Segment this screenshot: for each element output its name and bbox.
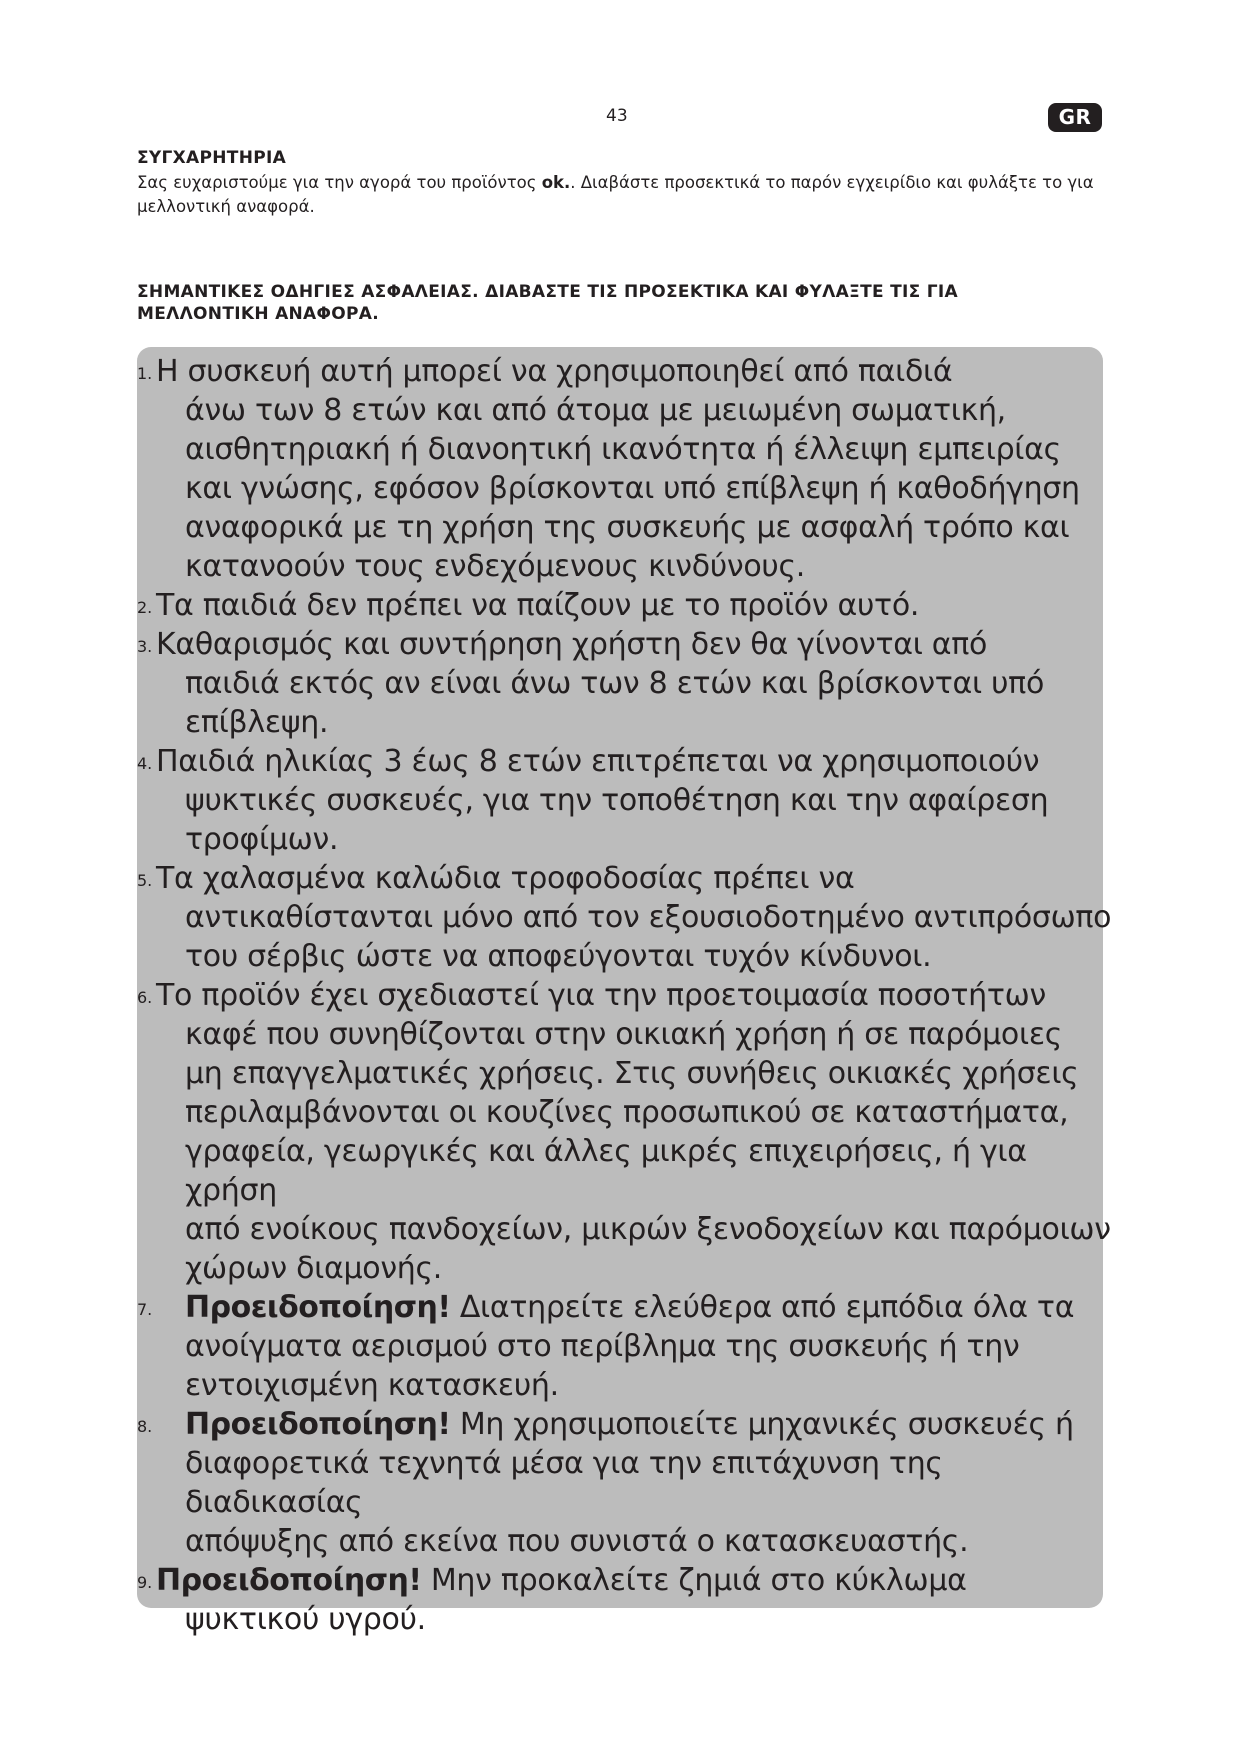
- safety-item-5: [137, 859, 1112, 976]
- item-first-line: [185, 1405, 1112, 1444]
- item-line: κατανοούν τους ενδεχόμενους κινδύνους.: [185, 549, 805, 584]
- item-line: αναφορικά με τη χρήση της συσκευής με ασφαλή τρόπο και: [185, 510, 1070, 545]
- item-number: 2.: [137, 598, 153, 617]
- item-line: και γνώσης, εφόσον βρίσκονται υπό επίβλεψη ή καθοδήγηση: [185, 471, 1080, 506]
- item-line: τροφίμων.: [185, 822, 339, 857]
- item-first-line: Το προϊόν έχει σχεδιαστεί για την προετοιμασία ποσοτήτων: [156, 978, 1046, 1013]
- warning-label: Προειδοποίηση!: [185, 1290, 451, 1325]
- safety-item-4: [137, 742, 1112, 859]
- item-line: ψυκτικές συσκευές, για την τοποθέτηση και την αφαίρεση: [185, 783, 1049, 818]
- item-line: απόψυξης από εκείνα που συνιστά ο κατασκευαστής.: [185, 1524, 969, 1559]
- item-first-line: Η συσκευή αυτή μπορεί να χρησιμοποιηθεί από παιδιά: [156, 354, 953, 389]
- intro-title: ΣΥΓΧΑΡΗΤΗΡΙΑ: [137, 148, 287, 168]
- item-first-text: Μην προκαλείτε ζημιά στο κύκλωμα: [421, 1563, 967, 1598]
- safety-item-7: [137, 1288, 1112, 1405]
- safety-item-8: [137, 1405, 1112, 1561]
- item-first-line: Τα παιδιά δεν πρέπει να παίζουν με το προϊόν αυτό.: [156, 588, 920, 623]
- item-line: αισθητηριακή ή διανοητική ικανότητα ή έλλειψη εμπειρίας: [185, 432, 1061, 467]
- item-line: διαφορετικά τεχνητά μέσα για την επιτάχυνση της διαδικασίας: [185, 1446, 943, 1520]
- safety-item-3: [137, 625, 1112, 742]
- intro-section: [137, 148, 1112, 219]
- item-line: επίβλεψη.: [185, 705, 329, 740]
- item-first-line: [185, 1288, 1112, 1327]
- item-first-text: Μη χρησιμοποιείτε μηχανικές συσκευές ή: [450, 1407, 1074, 1442]
- item-line: εντοιχισμένη κατασκευή.: [185, 1368, 559, 1403]
- item-line: αντικαθίστανται μόνο από τον εξουσιοδοτημένο αντιπρόσωπο: [185, 900, 1112, 935]
- item-line: καφέ που συνηθίζονται στην οικιακή χρήση ή σε παρόμοιες: [185, 1017, 1063, 1052]
- item-line: παιδιά εκτός αν είναι άνω των 8 ετών και βρίσκονται υπό: [185, 666, 1044, 701]
- safety-list: [137, 352, 1112, 1639]
- safety-item-1: [137, 352, 1112, 586]
- item-line: από ενοίκους πανδοχείων, μικρών ξενοδοχείων και παρόμοιων: [185, 1212, 1111, 1247]
- page-number: 43: [606, 106, 628, 126]
- intro-text-before: Σας ευχαριστούμε για την αγορά του προϊόντος: [137, 173, 542, 192]
- brand-name: ok.: [541, 173, 571, 192]
- item-first-line: Καθαρισμός και συντήρηση χρήστη δεν θα γίνονται από: [156, 627, 988, 662]
- item-number: 9.: [137, 1573, 153, 1592]
- safety-item-9: [137, 1561, 1112, 1639]
- item-line: περιλαμβάνονται οι κουζίνες προσωπικού σε καταστήματα,: [185, 1095, 1069, 1130]
- item-line: του σέρβις ώστε να αποφεύγονται τυχόν κίνδυνοι.: [185, 939, 932, 974]
- warning-label: Προειδοποίηση!: [156, 1563, 422, 1598]
- item-number: 3.: [137, 637, 153, 656]
- item-line: γραφεία, γεωργικές και άλλες μικρές επιχειρήσεις, ή για χρήση: [185, 1134, 1027, 1208]
- intro-text: [137, 171, 1112, 219]
- safety-item-6: [137, 976, 1112, 1288]
- safety-item-2: [137, 586, 1112, 625]
- safety-heading: ΣΗΜΑΝΤΙΚΕΣ ΟΔΗΓΙΕΣ ΑΣΦΑΛΕΙΑΣ. ΔΙΑΒΑΣΤΕ ΤΙΣ ΠΡΟΣΕΚΤΙΚΑ ΚΑΙ ΦΥΛΑΞΤΕ ΤΙΣ ΓΙΑ ΜΕΛΛΟΝΤΙΚΗ ΑΝΑΦΟΡΑ.: [137, 282, 958, 324]
- item-line: μη επαγγελματικές χρήσεις. Στις συνήθεις οικιακές χρήσεις: [185, 1056, 1079, 1091]
- item-number: 5.: [137, 871, 153, 890]
- item-number: 7.: [137, 1300, 153, 1319]
- item-first-text: Διατηρείτε ελεύθερα από εμπόδια όλα τα: [450, 1290, 1075, 1325]
- language-badge: GR: [1048, 103, 1102, 132]
- item-number: 6.: [137, 988, 153, 1007]
- warning-label: Προειδοποίηση!: [185, 1407, 451, 1442]
- item-line: χώρων διαμονής.: [185, 1251, 443, 1286]
- intro-text-after: . Διαβάστε προσεκτικά το παρόν εγχειρίδιο και φυλάξτε το για μελλοντική αναφορά.: [137, 173, 1094, 216]
- item-line: άνω των 8 ετών και από άτομα με μειωμένη σωματική,: [185, 393, 1006, 428]
- item-first-line: Τα χαλασμένα καλώδια τροφοδοσίας πρέπει να: [156, 861, 855, 896]
- item-line: ψυκτικού υγρού.: [185, 1602, 426, 1637]
- item-first-line: [156, 1561, 1112, 1600]
- item-number: 8.: [137, 1417, 153, 1436]
- item-number: 4.: [137, 754, 153, 773]
- item-line: ανοίγματα αερισμού στο περίβλημα της συσκευής ή την: [185, 1329, 1020, 1364]
- item-first-line: Παιδιά ηλικίας 3 έως 8 ετών επιτρέπεται να χρησιμοποιούν: [156, 744, 1040, 779]
- item-number: 1.: [137, 364, 153, 383]
